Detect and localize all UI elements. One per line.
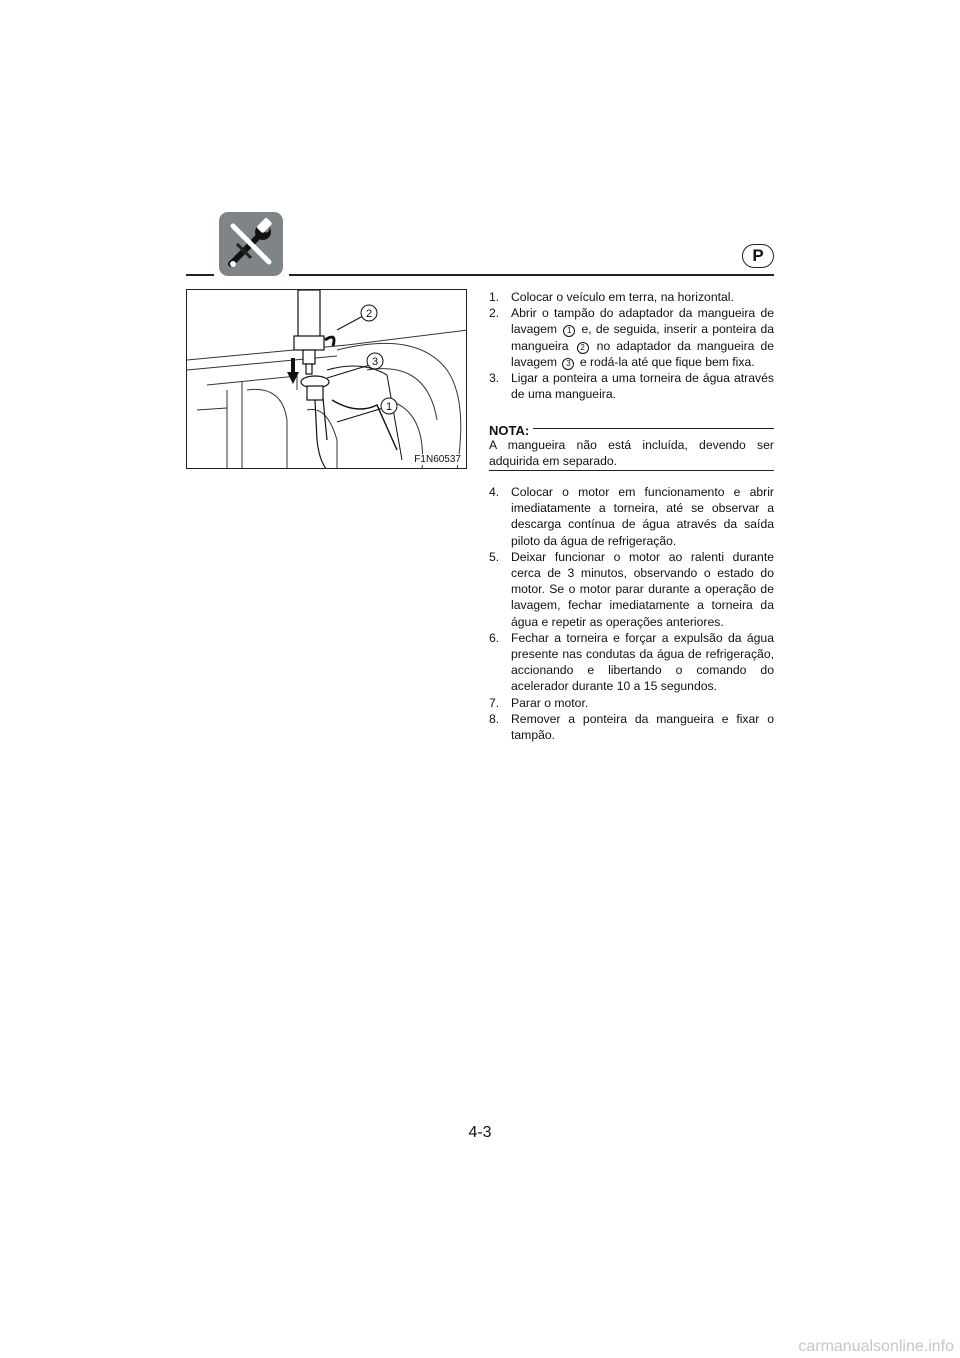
hose-adapter-illustration [186, 289, 467, 469]
illustration-drawing [187, 290, 467, 469]
step-8: 8. Remover a ponteira da mangueira e fixar o tampão. [489, 711, 774, 743]
header-rule-right [289, 274, 774, 276]
step-6: 6. Fechar a torneira e forçar a expulsão da água presente nas condutas da água de refrigeração, accionando e libertando o comando do acelerador durante 10 a 15 segundos. [489, 630, 774, 694]
steps-list-b [489, 484, 774, 743]
wrench-screwdriver-icon [219, 212, 283, 276]
note-label: NOTA: [489, 423, 533, 438]
step-7: 7. Parar o motor. [489, 695, 589, 710]
header-rule-left [186, 274, 214, 276]
ref-circle-1: 1 [563, 325, 575, 337]
step-2: 2. Abrir o tampão do adaptador da mangueira de lavagem 1 e, de seguida, inserir a ponteira da mangueira 2 no adaptador da mangueira de lavagem 3 e rodá-la até que fique bem fixa. [489, 306, 774, 369]
language-badge: P [742, 244, 774, 268]
step-3: 3. Ligar a ponteira a uma torneira de água através de uma mangueira. [489, 371, 774, 402]
step-1: 1. Colocar o veículo em terra, na horizontal. [489, 290, 734, 304]
page-number: 4-3 [468, 1124, 492, 1141]
note-text: A mangueira não está incluída, devendo ser adquirida em separado. [489, 438, 774, 469]
ref-circle-3: 3 [562, 358, 574, 370]
figure-code: F1N60537 [414, 454, 461, 465]
step-5: 5. Deixar funcionar o motor ao ralenti durante cerca de 3 minutos, observando o estado do motor. Se o motor parar durante a operação de lavagem, fechar imediatamente a torneira da água e repetir as operações anteriores. [489, 549, 774, 629]
callout-2-label: 2 [365, 308, 373, 320]
steps-list-a [489, 289, 774, 402]
ref-circle-2: 2 [577, 342, 589, 354]
callout-3-label: 3 [371, 356, 379, 368]
maintenance-tools-icon [219, 212, 283, 276]
note-rule-bottom [489, 470, 774, 471]
callout-1-label: 1 [385, 401, 393, 413]
step-4: 4. Colocar o motor em funcionamento e abrir imediatamente a torneira, até se observar a descarga contínua de água através da saída piloto da água de refrigeração. [489, 485, 774, 548]
watermark: carmanualsonline.info [798, 1338, 954, 1355]
